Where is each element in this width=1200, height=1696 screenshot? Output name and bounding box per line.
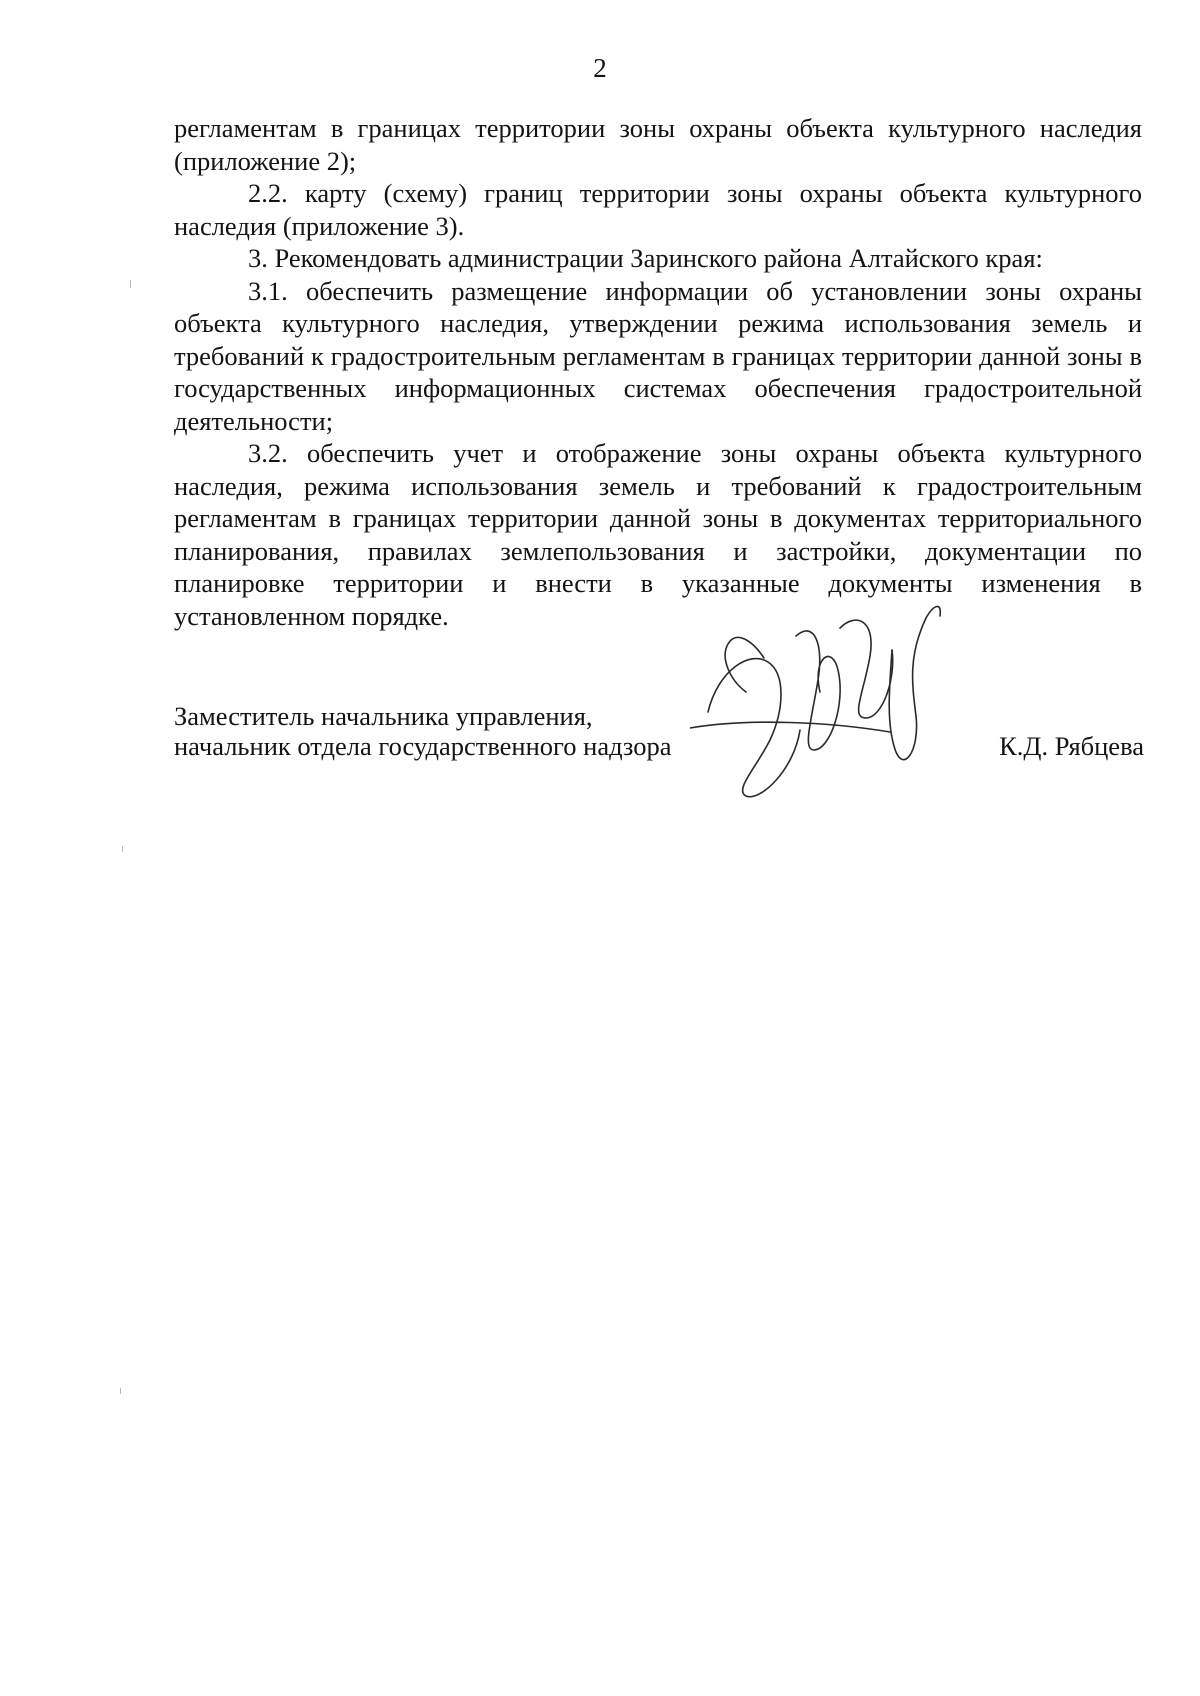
paragraph-continuation: регламентам в границах территории зоны охраны объекта культурного наследия (приложение 2);: [174, 113, 1142, 176]
signer-name: К.Д. Рябцева: [999, 731, 1144, 761]
paragraph-3-2: 3.2. обеспечить учет и отображение зоны охраны объекта культурного наследия, режима использования земель и требований к градостроительным регламентам в границах территории данной зоны в документах территориального планирования, правилах землепользования и застройки, документации по планировке территории и внести в указанные документы изменения в установленном порядке.: [174, 438, 1142, 631]
document-body: [174, 112, 1142, 632]
signer-title-line-1: Заместитель начальника управления,: [174, 701, 593, 731]
signer-title-line-2: начальник отдела государственного надзора: [174, 731, 672, 761]
page-number: 2: [593, 53, 607, 83]
signature-block: [174, 701, 1144, 761]
paragraph-3: 3. Рекомендовать администрации Заринского района Алтайского края:: [248, 243, 1043, 273]
scan-mark: [130, 280, 131, 288]
scan-mark: [122, 846, 123, 852]
paragraph-3-1: 3.1. обеспечить размещение информации об установлении зоны охраны объекта культурного наследия, утверждении режима использования земель и требований к градостроительным регламентам в границах территории данной зоны в государственных информационных системах обеспечения градостроительной деятельности;: [174, 275, 1142, 436]
paragraph-2-2: 2.2. карту (схему) границ территории зоны охраны объекта культурного наследия (приложение 3).: [174, 178, 1142, 241]
scan-mark: [120, 1388, 121, 1394]
